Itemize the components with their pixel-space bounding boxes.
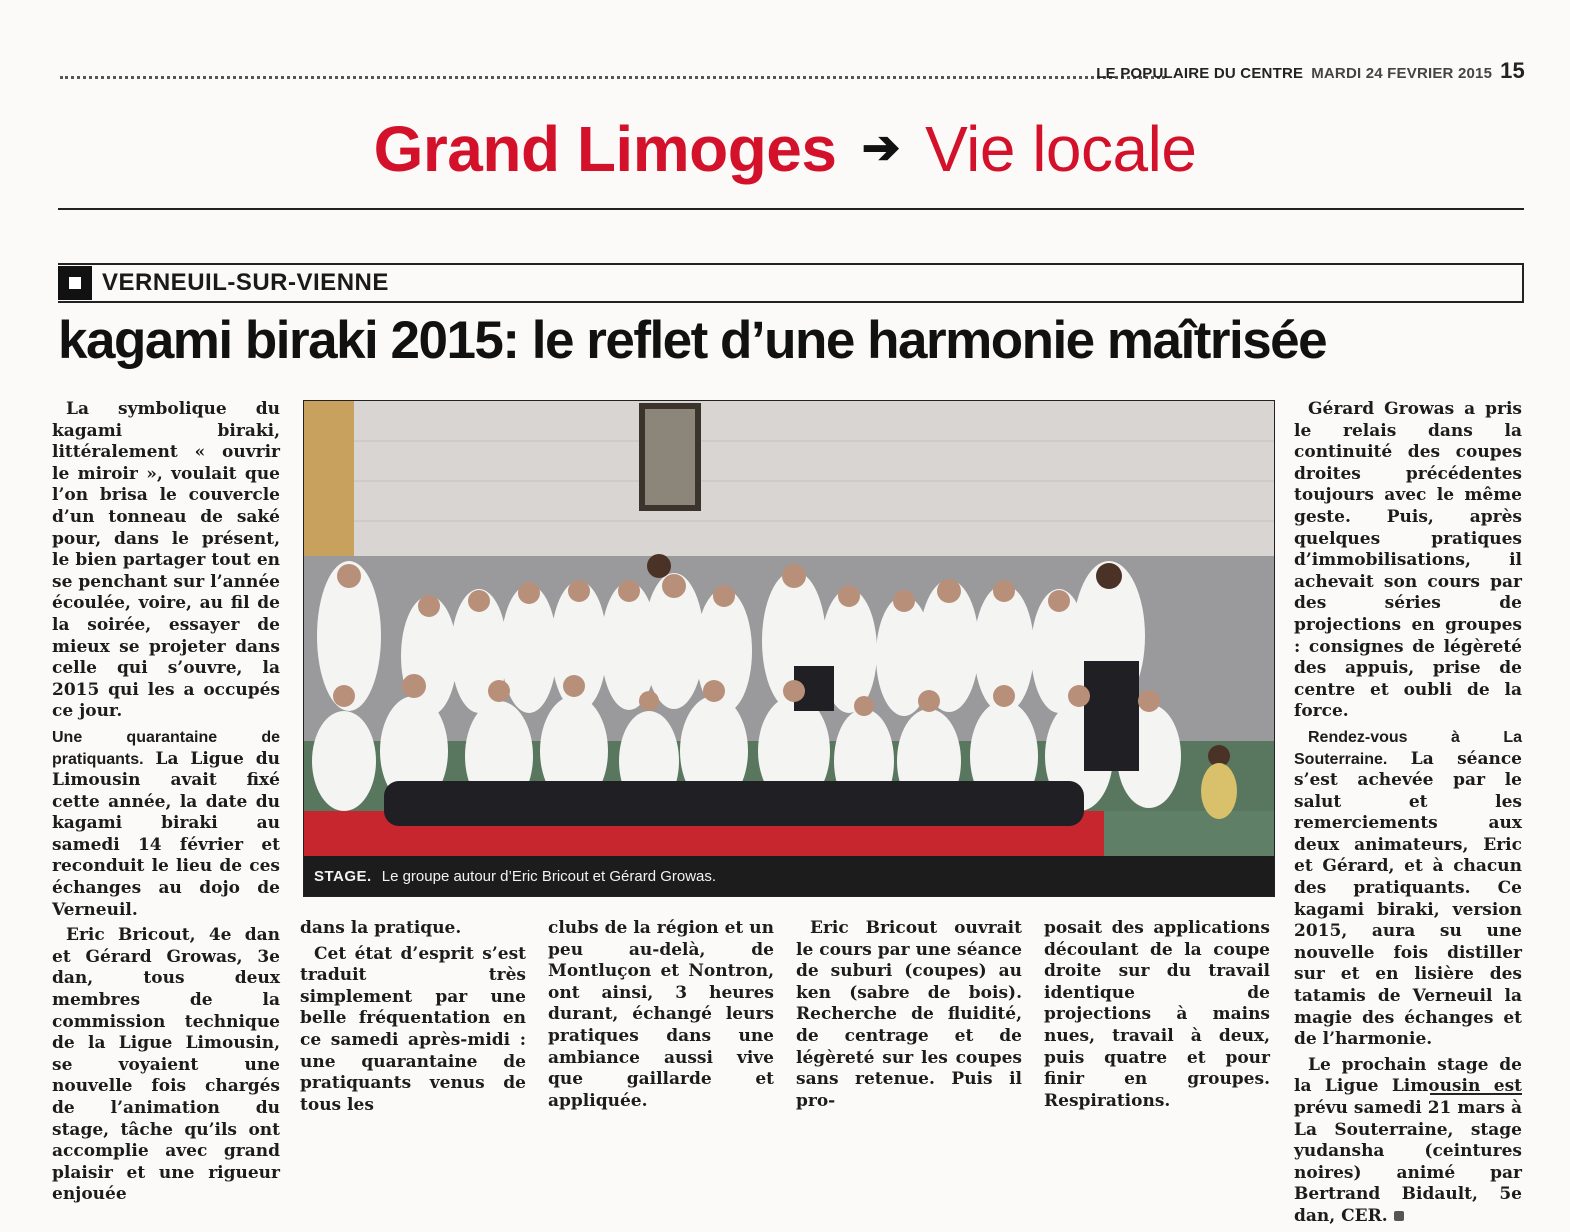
arrow-right-icon: ➔ <box>861 121 900 173</box>
article-column-4 <box>796 918 1022 1116</box>
section-rule <box>58 208 1524 210</box>
paragraph-text: Le prochain stage de la Ligue Limousin est prévu samedi 21 mars à La Souterraine, stage yudansha (ceintures noires) animé par Bertrand Bidault, 5e dan, CER. <box>1294 1054 1522 1226</box>
issue-date: MARDI 24 FEVRIER 2015 <box>1311 65 1493 82</box>
photo-caption <box>304 856 1274 896</box>
article-column-5 <box>1044 918 1270 1116</box>
article-column-3 <box>548 918 774 1116</box>
paragraph-text: La Ligue du Limousin avait fixé cette année, la date du kagami biraki au samedi 14 février et reconduit le lieu de ces échanges au dojo de Verneuil. <box>52 748 280 920</box>
article-column-2 <box>300 918 526 1120</box>
caption-text: Le groupe autour d’Eric Bricout et Gérard Growas. <box>381 867 717 885</box>
square-bullet-icon <box>58 266 92 300</box>
top-dotted-rule <box>60 76 1165 79</box>
page-number: 15 <box>1500 58 1525 83</box>
paragraph <box>1294 727 1522 1051</box>
article-photo <box>303 400 1275 897</box>
masthead <box>1096 58 1525 84</box>
end-of-article-icon <box>1394 1211 1404 1221</box>
article-column-1 <box>52 399 280 1210</box>
locality-name: VERNEUIL-SUR-VIENNE <box>102 269 389 296</box>
section-main: Grand Limoges <box>373 113 837 185</box>
paragraph: Gérard Growas a pris le relais dans la continuité des coupes droites précédentes toujours avec le même geste. Puis, après quelques pratiques d’immobilisations, il achevait son cours par des séries de projections en groupes : consignes de légèreté des appuis, prise de centre et oubli de la force. <box>1294 399 1522 722</box>
article-column-6 <box>1294 399 1522 1232</box>
newspaper-name: LE POPULAIRE DU CENTRE <box>1096 65 1304 82</box>
section-sub: Vie locale <box>925 113 1197 185</box>
paragraph-lead: Une quarantaine de pratiquants. <box>52 728 280 768</box>
paragraph-text: La séance s’est achevée par le salut et les remerciements aux deux animateurs, Eric et Gérard, et à chacun des pratiquants. Ce kagami biraki, version 2015, aura su une nouvelle fois distiller sur et en lisière des tatamis de Verneuil la magie des échanges et de l’harmonie. <box>1294 748 1522 1050</box>
section-title <box>0 112 1570 186</box>
article-headline: kagami biraki 2015: le reflet d’une harmonie maîtrisée <box>58 311 1327 370</box>
paragraph: La symbolique du kagami biraki, littéralement « ouvrir le miroir », voulait que l’on brisa le couvercle d’un tonneau de saké pour, dans le présent, le bien partager tout en se penchant sur l’année écoulée, voire, au fil de la soirée, essayer de mieux se projeter dans celle qui s’ouvre, la 2015 qui les a occupés ce jour. <box>52 399 280 722</box>
paragraph <box>52 727 280 921</box>
paragraph <box>1294 1055 1522 1228</box>
group-photo-image <box>304 401 1274 856</box>
caption-label: STAGE. <box>314 867 372 885</box>
paragraph: clubs de la région et un peu au-delà, de Montluçon et Nontron, ont ainsi, 3 heures durant, échangé leurs pratiques dans une ambiance aussi vive que gaillarde et appliquée. <box>548 918 774 1111</box>
paragraph: Eric Bricout, 4e dan et Gérard Growas, 3e dan, tous deux membres de la commission technique de la Ligue Limousin, se voyaient une nouvelle fois chargés de l’animation du stage, tâche qu’ils ont accomplie avec grand plaisir et une rigueur enjouée <box>52 925 280 1205</box>
locality-label <box>58 266 389 300</box>
paragraph: posait des applications découlant de la coupe droite sur du travail identique de projections à mains nues, travail à deux, puis quatre et pour finir en groupes. Respirations. <box>1044 918 1270 1111</box>
end-rule <box>1430 1093 1522 1095</box>
paragraph: dans la pratique. <box>300 918 462 938</box>
paragraph: Eric Bricout ouvrait le cours par une séance de suburi (coupes) au ken (sabre de bois). Recherche de fluidité, de centrage et de légèreté sur les coupes sans retenue. Puis il pro- <box>796 918 1022 1111</box>
paragraph: Cet état d’esprit s’est traduit très simplement par une belle fréquentation en ce samedi après-midi : une quarantaine de pratiquants venus de tous les <box>300 943 526 1115</box>
paragraph-lead: Rendez-vous à La Souterraine. <box>1294 728 1522 768</box>
